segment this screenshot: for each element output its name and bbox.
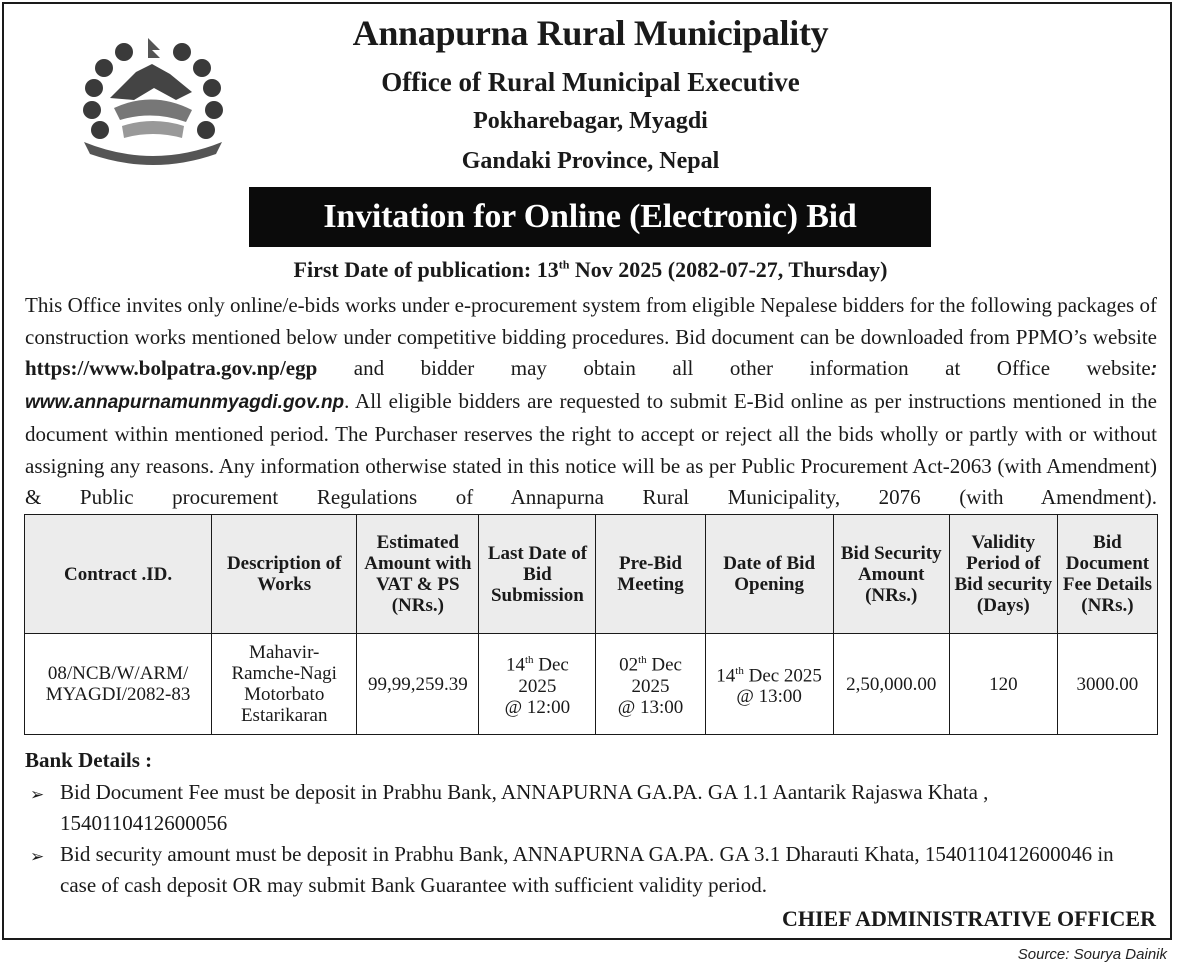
bank-details-title: Bank Details :	[25, 748, 153, 772]
header-description: Description of Works	[212, 515, 357, 634]
cell-pre-bid: 02th Dec 2025 @ 13:00	[596, 634, 705, 735]
header-last-date: Last Date of Bid Submission	[479, 515, 596, 634]
cell-validity: 120	[949, 634, 1057, 735]
header-bid-security: Bid Security Amount (NRs.)	[833, 515, 949, 634]
notice-title	[249, 187, 931, 247]
municipality-name: Annapurna Rural Municipality	[352, 13, 829, 53]
header-bid-opening: Date of Bid Opening	[705, 515, 833, 634]
signature-title: CHIEF ADMINISTRATIVE OFFICER	[781, 906, 1156, 931]
bid-table	[24, 514, 1158, 735]
cell-last-date: 14th Dec 2025 @ 12:00	[479, 634, 596, 735]
address-line-1: Pokharebagar, Myagdi	[473, 108, 708, 134]
cell-bid-security: 2,50,000.00	[833, 634, 949, 735]
table-row	[25, 634, 1158, 735]
intro-paragraph: This Office invites only online/e-bids works under e-procurement system from eligible Nepalese bidders for the following packages of construction works mentioned below under competitive bidding procedures. Bid document can be downloaded from PPMO’s website https://www.bolpatra.gov.np/egp and bidder may obtain all other information at Office website: www.annapurnamunmyagdi.gov.np. All eligible bidders are requested to submit E-Bid online as per instructions mentioned in the document within mentioned period. The Purchaser reserves the right to accept or reject all the bids wholly or partly with or without assigning any reasons. Any information otherwise stated in this notice will be as per Public Procurement Act-2063 (with Amendment) & Public procurement Regulations of Annapurna Rural Municipality, 2076 (with Amendment).	[25, 293, 1157, 510]
cell-bid-opening: 14th Dec 2025 @ 13:00	[705, 634, 833, 735]
list-item: ➢ Bid security amount must be deposit in Prabhu Bank, ANNAPURNA GA.PA. GA 3.1 Dharauti Khata, 1540110412600046 in case of cash deposit OR may submit Bank Guarantee with sufficient validity period.	[30, 839, 1150, 901]
cell-doc-fee: 3000.00	[1057, 634, 1157, 735]
arrow-bullet-icon: ➢	[30, 785, 45, 804]
office-name: Office of Rural Municipal Executive	[381, 67, 800, 97]
cell-contract-id: 08/NCB/W/ARM/ MYAGDI/2082-83	[25, 634, 212, 735]
bank-details-list	[30, 777, 1150, 901]
cell-estimated-amount: 99,99,259.39	[357, 634, 479, 735]
cell-description: Mahavir- Ramche-Nagi Motorbato Estarikaran	[212, 634, 357, 735]
header-contract-id: Contract .ID.	[25, 515, 212, 634]
header-pre-bid: Pre-Bid Meeting	[596, 515, 705, 634]
office-website-link[interactable]: www.annapurnamunmyagdi.gov.np	[25, 392, 345, 414]
arrow-bullet-icon: ➢	[30, 847, 45, 866]
publication-date: First Date of publication: 13th Nov 2025 (2082-07-27, Thursday)	[293, 257, 888, 282]
ppmo-website-link[interactable]: https://www.bolpatra.gov.np/egp	[25, 356, 318, 381]
header-estimated-amount: Estimated Amount with VAT & PS (NRs.)	[357, 515, 479, 634]
source-credit: Source: Sourya Dainik	[1017, 946, 1167, 963]
table-header-row	[25, 515, 1158, 634]
list-item: ➢ Bid Document Fee must be deposit in Prabhu Bank, ANNAPURNA GA.PA. GA 1.1 Aantarik Rajaswa Khata , 1540110412600056	[30, 777, 1150, 839]
header-doc-fee: Bid Document Fee Details (NRs.)	[1057, 515, 1157, 634]
svg-text:·········: ·········	[141, 151, 165, 160]
notice-title-text: Invitation for Online (Electronic) Bid	[323, 198, 857, 235]
address-line-2: Gandaki Province, Nepal	[461, 148, 720, 174]
header-validity: Validity Period of Bid security (Days)	[949, 515, 1057, 634]
